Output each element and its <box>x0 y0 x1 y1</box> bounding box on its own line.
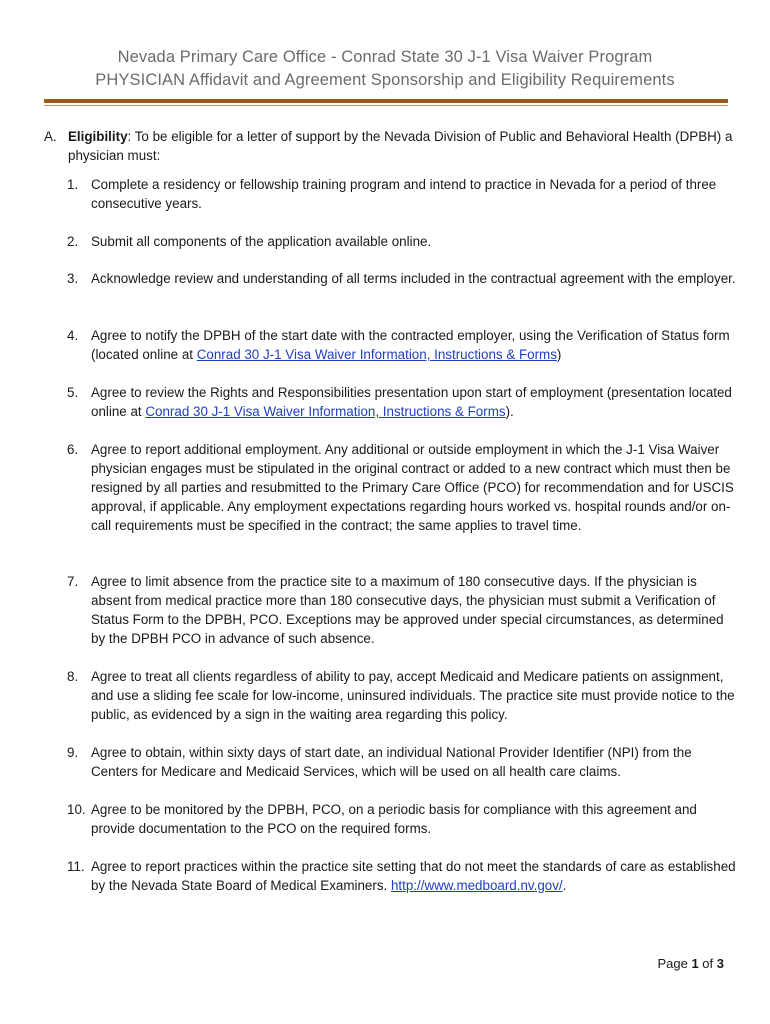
list-item-text: Agree to treat all clients regardless of ability to pay, accept Medicaid and Medicare patients on assignment, and use a sliding fee scale for low-income, uninsured individuals. The practice site must provide notice to the public, as evidenced by a sign in the waiting area regarding this policy. <box>91 669 735 722</box>
section-marker: A. <box>44 129 57 144</box>
list-item-number: 2. <box>67 234 79 249</box>
header-rule-thick <box>44 99 728 103</box>
header-rule-thin <box>44 105 728 106</box>
page-current: 1 <box>691 956 699 971</box>
list-item-number: 7. <box>67 574 79 589</box>
section-intro <box>68 127 734 165</box>
list-item-text-pre: Agree to review the Rights and Responsibilities presentation upon start of employment (presentation located online at <box>91 385 732 419</box>
list-item-text <box>91 857 737 895</box>
list-item-text-pre: Agree to report practices within the practice site setting that do not meet the standards of care as established by the Nevada State Board of Medical Examiners. <box>91 859 736 893</box>
section-intro-text: : To be eligible for a letter of support by the Nevada Division of Public and Behavioral Health (DPBH) a physician must: <box>68 129 733 163</box>
list-item-text <box>91 326 737 364</box>
presentation-info-link[interactable]: Conrad 30 J-1 Visa Waiver Information, Instructions & Forms <box>145 404 506 419</box>
list-item-number: 5. <box>67 385 79 400</box>
list-item-number: 4. <box>67 328 79 343</box>
page-number <box>657 956 724 971</box>
list-item-text: Agree to limit absence from the practice site to a maximum of 180 consecutive days. If the physician is absent from medical practice more than 180 consecutive days, the physician must submit a Verification of Status Form to the DPBH, PCO. Exceptions may be approved under special circumstances, as determined by the DPBH PCO in advance of such absence. <box>91 574 724 646</box>
header-title-line2: PHYSICIAN Affidavit and Agreement Sponsorship and Eligibility Requirements <box>95 71 675 89</box>
forms-info-link[interactable]: Conrad 30 J-1 Visa Waiver Information, Instructions & Forms <box>196 347 557 362</box>
list-item-text-post: . <box>562 878 567 893</box>
list-item-number: 10. <box>67 802 86 817</box>
list-item-text: Complete a residency or fellowship training program and intend to practice in Nevada for a period of three consecutive years. <box>91 177 717 211</box>
list-item-text-pre: Agree to notify the DPBH of the start date with the contracted employer, using the Verification of Status form (located online at <box>91 328 730 362</box>
list-item-number: 1. <box>67 177 79 192</box>
list-item-number: 6. <box>67 442 79 457</box>
list-item-number: 9. <box>67 745 79 760</box>
list-item-number: 3. <box>67 271 79 286</box>
list-item-text: Acknowledge review and understanding of all terms included in the contractual agreement with the employer. <box>91 271 736 286</box>
list-item-text-post: ) <box>556 347 562 362</box>
list-item-text: Agree to obtain, within sixty days of start date, an individual National Provider Identifier (NPI) from the Centers for Medicare and Medicaid Services, which will be used on all health care claims. <box>91 745 692 779</box>
list-item-text: Submit all components of the application available online. <box>91 234 432 249</box>
header-title-line1: Nevada Primary Care Office - Conrad State 30 J-1 Visa Waiver Program <box>117 48 653 66</box>
list-item-text: Agree to report additional employment. Any additional or outside employment in which the J-1 Visa Waiver physician engages must be stipulated in the original contract or added to a new contract which must then be resigned by all parties and resubmitted to the Primary Care Office (PCO) for recommendation and for USCIS approval, if applicable. Any employment expectations regarding hours worked vs. hospital rounds and/or on-call requirements must be specified in the contract; the same applies to travel time. <box>91 442 734 533</box>
page-total: 3 <box>716 956 724 971</box>
list-item-number: 11. <box>67 859 85 874</box>
page-word: Page <box>657 956 692 971</box>
list-item-text-post: ). <box>505 404 514 419</box>
list-item-text: Agree to be monitored by the DPBH, PCO, on a periodic basis for compliance with this agreement and provide documentation to the PCO on the required forms. <box>91 802 697 836</box>
section-heading: Eligibility <box>68 129 128 144</box>
list-item-text <box>91 383 737 421</box>
medboard-link[interactable]: http://www.medboard.nv.gov/ <box>390 878 563 893</box>
page-of-word: of <box>698 956 717 971</box>
list-item-number: 8. <box>67 669 79 684</box>
